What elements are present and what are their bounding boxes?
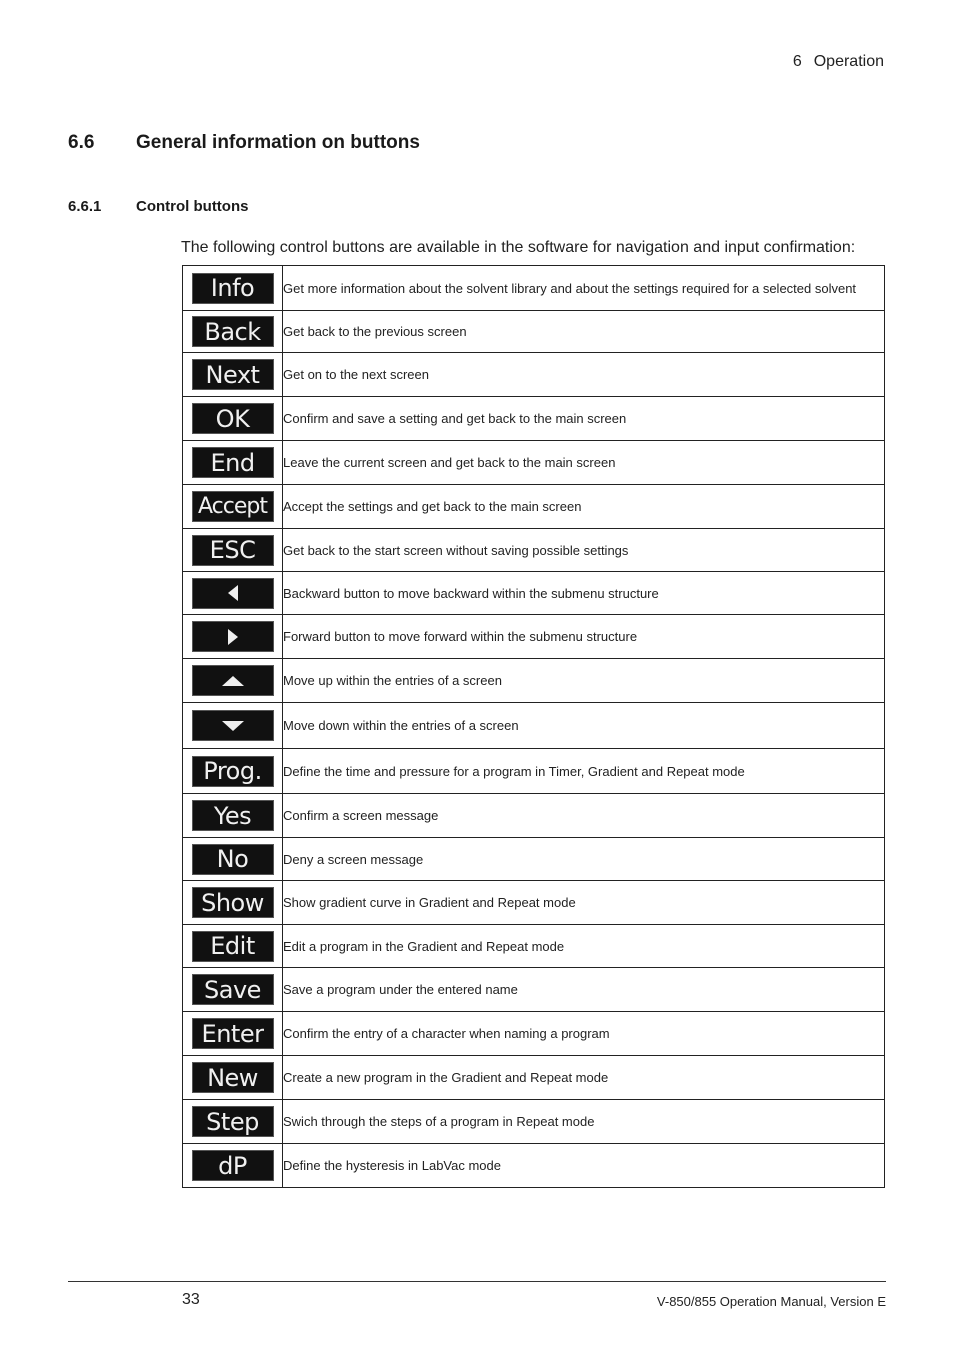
button-description: Move up within the entries of a screen bbox=[283, 659, 885, 703]
button-description: Leave the current screen and get back to the main screen bbox=[283, 441, 885, 485]
button-image-cell bbox=[183, 572, 283, 615]
subsection-number: 6.6.1 bbox=[68, 198, 102, 215]
control-buttons-table-body bbox=[183, 266, 885, 1188]
button-image-cell bbox=[183, 1144, 283, 1188]
control-button-row bbox=[183, 1144, 885, 1188]
triangle-down-icon bbox=[192, 710, 274, 741]
control-button-row bbox=[183, 529, 885, 572]
lcd-button-label: Next bbox=[192, 359, 274, 390]
control-button-row bbox=[183, 353, 885, 397]
button-image-cell bbox=[183, 838, 283, 881]
control-button-row bbox=[183, 266, 885, 311]
control-button-row bbox=[183, 659, 885, 703]
lcd-button-label: Accept bbox=[192, 491, 274, 522]
lcd-button-label: Show bbox=[192, 887, 274, 918]
button-description: Create a new program in the Gradient and Repeat mode bbox=[283, 1056, 885, 1100]
button-description: Get back to the previous screen bbox=[283, 311, 885, 353]
chapter-number: 6 bbox=[792, 53, 802, 70]
control-button-row bbox=[183, 838, 885, 881]
button-image-cell bbox=[183, 881, 283, 925]
button-image-cell bbox=[183, 529, 283, 572]
button-description: Get more information about the solvent library and about the settings required for a selected solvent bbox=[283, 266, 885, 311]
button-description: Define the hysteresis in LabVac mode bbox=[283, 1144, 885, 1188]
button-image-cell bbox=[183, 1056, 283, 1100]
control-button-row bbox=[183, 881, 885, 925]
button-image-cell bbox=[183, 794, 283, 838]
subsection-heading bbox=[68, 198, 248, 215]
button-description: Confirm the entry of a character when naming a program bbox=[283, 1012, 885, 1056]
lcd-button-label: Prog. bbox=[192, 756, 274, 787]
subsection-title: Control buttons bbox=[136, 198, 249, 215]
triangle-right-icon bbox=[192, 621, 274, 652]
lcd-button-label: Yes bbox=[192, 800, 274, 831]
running-header bbox=[793, 53, 884, 71]
button-description: Deny a screen message bbox=[283, 838, 885, 881]
control-button-row bbox=[183, 1056, 885, 1100]
section-number: 6.6 bbox=[68, 132, 95, 153]
button-description: Define the time and pressure for a program in Timer, Gradient and Repeat mode bbox=[283, 749, 885, 794]
page-number: 33 bbox=[182, 1291, 200, 1308]
control-button-row bbox=[183, 925, 885, 968]
button-description: Move down within the entries of a screen bbox=[283, 703, 885, 749]
button-image-cell bbox=[183, 485, 283, 529]
button-image-cell bbox=[183, 968, 283, 1012]
button-description: Save a program under the entered name bbox=[283, 968, 885, 1012]
button-image-cell bbox=[183, 1012, 283, 1056]
button-description: Accept the settings and get back to the main screen bbox=[283, 485, 885, 529]
button-image-cell bbox=[183, 311, 283, 353]
button-description: Get on to the next screen bbox=[283, 353, 885, 397]
triangle-up-icon bbox=[192, 665, 274, 696]
section-title: General information on buttons bbox=[136, 132, 420, 153]
button-image-cell bbox=[183, 397, 283, 441]
control-button-row bbox=[183, 794, 885, 838]
document-title: V-850/855 Operation Manual, Version E bbox=[656, 1294, 886, 1309]
intro-paragraph: The following control buttons are available in the software for navigation and input confirmation: bbox=[181, 239, 856, 256]
button-image-cell bbox=[183, 266, 283, 311]
button-description: Swich through the steps of a program in Repeat mode bbox=[283, 1100, 885, 1144]
control-button-row bbox=[183, 615, 885, 659]
lcd-button-label: ESC bbox=[192, 535, 274, 566]
lcd-button-label: dP bbox=[192, 1150, 274, 1181]
control-button-row bbox=[183, 311, 885, 353]
button-image-cell bbox=[183, 659, 283, 703]
control-button-row bbox=[183, 441, 885, 485]
lcd-button-label: Info bbox=[192, 273, 274, 304]
lcd-button-label: Step bbox=[192, 1106, 274, 1137]
control-button-row bbox=[183, 1100, 885, 1144]
triangle-left-icon bbox=[192, 578, 274, 609]
button-description: Confirm and save a setting and get back to the main screen bbox=[283, 397, 885, 441]
button-image-cell bbox=[183, 925, 283, 968]
button-image-cell bbox=[183, 749, 283, 794]
control-button-row bbox=[183, 397, 885, 441]
control-button-row bbox=[183, 1012, 885, 1056]
control-button-row bbox=[183, 572, 885, 615]
button-description: Get back to the start screen without saving possible settings bbox=[283, 529, 885, 572]
control-button-row bbox=[183, 485, 885, 529]
lcd-button-label: No bbox=[192, 844, 274, 875]
button-description: Show gradient curve in Gradient and Repeat mode bbox=[283, 881, 885, 925]
lcd-button-label: Back bbox=[192, 316, 274, 347]
button-description: Backward button to move backward within the submenu structure bbox=[283, 572, 885, 615]
lcd-button-label: New bbox=[192, 1062, 274, 1093]
button-image-cell bbox=[183, 615, 283, 659]
lcd-button-label: Save bbox=[192, 974, 274, 1005]
button-image-cell bbox=[183, 703, 283, 749]
button-description: Confirm a screen message bbox=[283, 794, 885, 838]
button-description: Edit a program in the Gradient and Repeat mode bbox=[283, 925, 885, 968]
button-image-cell bbox=[183, 441, 283, 485]
lcd-button-label: OK bbox=[192, 403, 274, 434]
section-heading bbox=[68, 132, 420, 154]
footer-divider bbox=[68, 1281, 886, 1282]
lcd-button-label: Edit bbox=[192, 931, 274, 962]
control-button-row bbox=[183, 968, 885, 1012]
lcd-button-label: End bbox=[192, 447, 274, 478]
button-description: Forward button to move forward within the submenu structure bbox=[283, 615, 885, 659]
lcd-button-label: Enter bbox=[192, 1018, 274, 1049]
control-button-row bbox=[183, 703, 885, 749]
control-buttons-table bbox=[182, 265, 885, 1188]
button-image-cell bbox=[183, 1100, 283, 1144]
chapter-title: Operation bbox=[813, 53, 884, 70]
button-image-cell bbox=[183, 353, 283, 397]
control-button-row bbox=[183, 749, 885, 794]
